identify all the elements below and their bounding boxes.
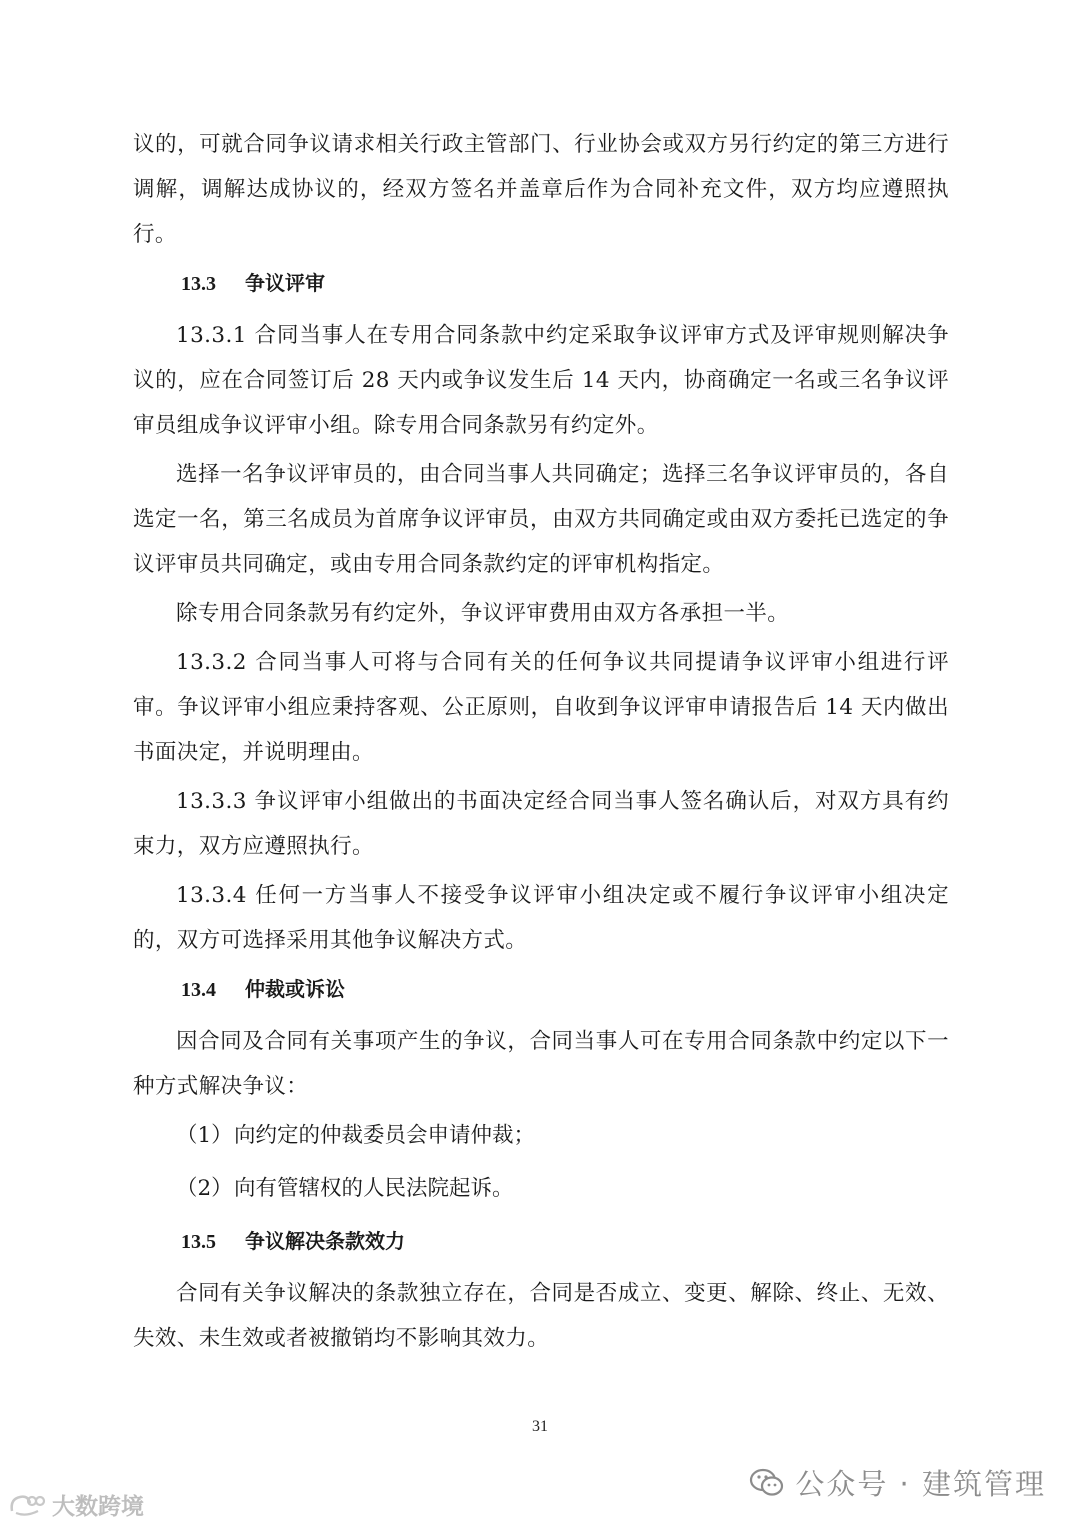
paragraph: 13.3.1 合同当事人在专用合同条款中约定采取争议评审方式及评审规则解决争议的，应在合同签订后 28 天内或争议发生后 14 天内，协商确定一名或三名争议评审员组成争议评审小组。除专用合同条款另有约定外。 (133, 323, 949, 438)
paragraph: 选择一名争议评审员的，由合同当事人共同确定；选择三名争议评审员的，各自选定一名，第三名成员为首席争议评审员，由双方共同确定或由双方委托已选定的争议评审员共同确定，或由专用合同条款约定的评审机构指定。 (133, 462, 949, 577)
wechat-icon (749, 1467, 785, 1499)
paragraph: 13.3.4 任何一方当事人不接受争议评审小组决定或不履行争议评审小组决定的，双方可选择采用其他争议解决方式。 (133, 883, 949, 953)
section-number: 13.3 (181, 273, 216, 295)
section-title: 争议评审 (245, 271, 325, 295)
watermark-brand (8, 1488, 144, 1521)
list-item (133, 1166, 949, 1211)
paragraph: 13.3.3 争议评审小组做出的书面决定经合同当事人签名确认后，对双方具有约束力，双方应遵照执行。 (133, 789, 949, 859)
document-body (133, 122, 949, 1365)
watermark-wechat (749, 1462, 1046, 1503)
section-number: 13.4 (181, 979, 216, 1001)
list-text: 向约定的仲裁委员会申请仲裁； (234, 1123, 536, 1148)
page-number: 31 (532, 1418, 548, 1435)
list-text: 向有管辖权的人民法院起诉。 (234, 1176, 514, 1201)
paragraph: 议的，可就合同争议请求相关行政主管部门、行业协会或双方另行约定的第三方进行调解，调解达成协议的，经双方签名并盖章后作为合同补充文件，双方均应遵照执行。 (133, 132, 949, 247)
section-heading-13-3 (133, 261, 949, 307)
section-heading-13-4 (133, 967, 949, 1013)
section-title: 争议解决条款效力 (245, 1229, 405, 1253)
list-item (133, 1113, 949, 1158)
paragraph: 13.3.2 合同当事人可将与合同有关的任何争议共同提请争议评审小组进行评审。争议评审小组应秉持客观、公正原则，自收到争议评审申请报告后 14 天内做出书面决定，并说明理由。 (133, 650, 949, 765)
watermark-brand-text: 大数跨境 (52, 1494, 144, 1520)
paragraph: 因合同及合同有关事项产生的争议，合同当事人可在专用合同条款中约定以下一种方式解决争议： (133, 1029, 949, 1099)
paragraph: 除专用合同条款另有约定外，争议评审费用由双方各承担一半。 (176, 601, 790, 626)
list-marker: （2） (176, 1176, 233, 1201)
watermark-text: 公众号 · 建筑管理 (795, 1467, 1046, 1501)
section-title: 仲裁或诉讼 (245, 977, 345, 1001)
section-heading-13-5 (133, 1219, 949, 1265)
list-marker: （1） (176, 1123, 233, 1148)
section-number: 13.5 (181, 1231, 216, 1253)
brand-logo-icon (8, 1491, 48, 1519)
paragraph: 合同有关争议解决的条款独立存在，合同是否成立、变更、解除、终止、无效、失效、未生效或者被撤销均不影响其效力。 (133, 1281, 949, 1351)
